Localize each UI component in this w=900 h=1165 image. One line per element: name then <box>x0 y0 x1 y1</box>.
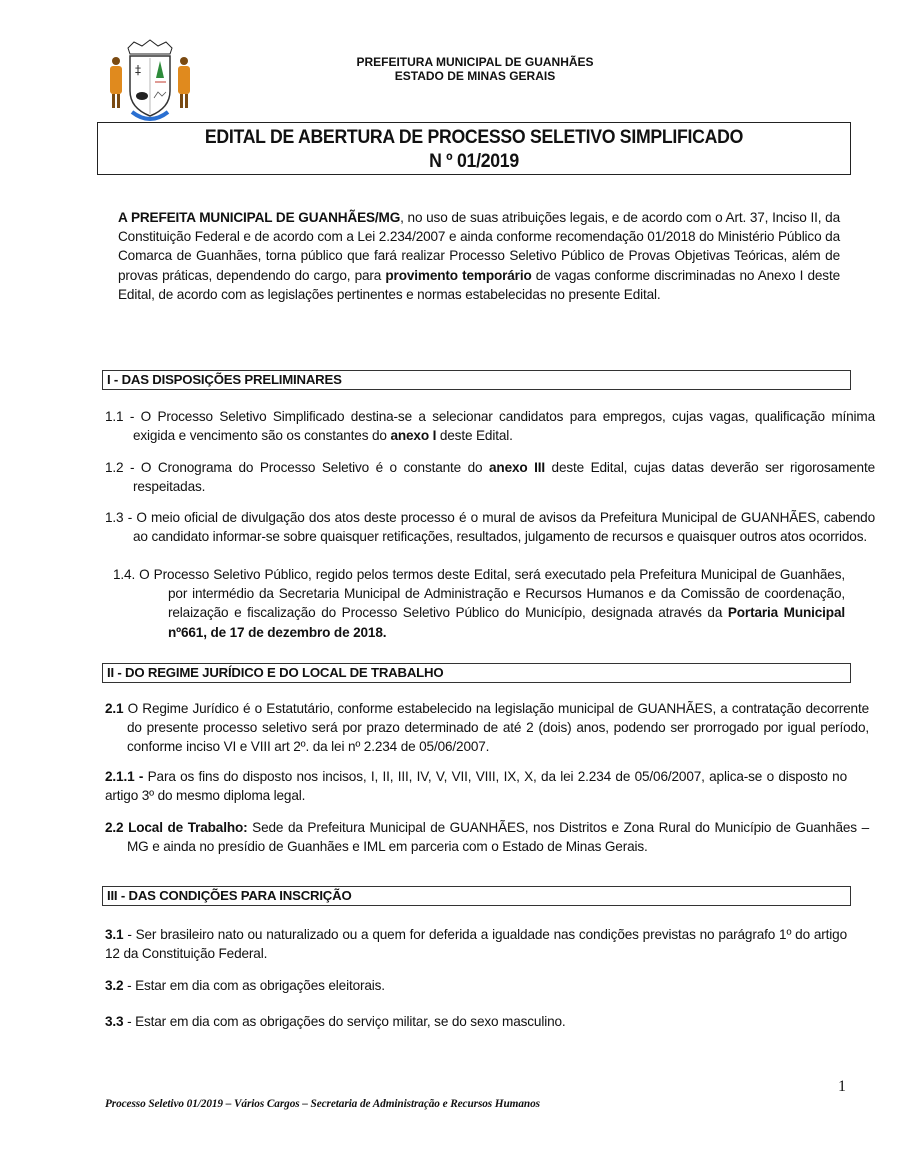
svg-text:‡: ‡ <box>135 63 141 77</box>
intro-lead: A PREFEITA MUNICIPAL DE GUANHÃES/MG <box>118 210 401 225</box>
document-title: EDITAL DE ABERTURA DE PROCESSO SELETIVO SIMPLIFICADO <box>204 127 744 148</box>
intro-emphasis: provimento temporário <box>385 267 532 283</box>
coat-of-arms-icon <box>100 36 200 126</box>
clause-1-1: 1.1 - O Processo Seletivo Simplificado destina-se a selecionar candidatos para empregos, cujas vagas, qualificação mínima exigida e vencimento são os constantes do anexo I deste Edital. <box>105 409 875 444</box>
header-estado: ESTADO DE MINAS GERAIS <box>394 69 556 83</box>
intro-text: , no uso de suas atribuições legais, e de acordo com o Art. 37, Inciso II, da Constituição Federal e de acordo com a Lei 2.234/2007 e ainda conforme recomendação 01/2018 do Ministério Público da Comarca de Guanhães, torna público que fará realizar Processo Seletivo Público de Provas Objetivas Teóricas, além de provas práticas, dependendo do cargo, para <box>118 210 840 283</box>
clause-2-2: 2.2 Local de Trabalho: Sede da Prefeitura Municipal de GUANHÃES, nos Distritos e Zona Rural do Município de Guanhães – MG e ainda no presídio de Guanhães e IML em parceria com o Estado de Minas Gerais. <box>105 820 869 855</box>
clause-1-2: 1.2 - O Cronograma do Processo Seletivo é o constante do anexo III deste Edital, cujas datas deverão ser rigorosamente respeitadas. <box>105 460 875 495</box>
page-number: 1 <box>838 1078 846 1095</box>
section-heading-1: I - DAS DISPOSIÇÕES PRELIMINARES <box>102 370 851 390</box>
clause-1-4: 1.4. O Processo Seletivo Público, regido pelos termos deste Edital, será executado pela Prefeitura Municipal de Guanhães, por intermédio da Secretaria Municipal de Administração e Recursos Humanos e da Comissão de coordenação, relaização e fiscalização do Processo Seletivo Público do Município, designada através da Portaria Municipal nº661, de 17 de dezembro de 2018. <box>113 567 845 640</box>
page-footer: Processo Seletivo 01/2019 – Vários Cargos – Secretaria de Administração e Recursos Humanos <box>105 1098 540 1110</box>
clause-3-3: 3.3 - Estar em dia com as obrigações do serviço militar, se do sexo masculino. <box>105 1014 566 1029</box>
section-heading-2: II - DO REGIME JURÍDICO E DO LOCAL DE TRABALHO <box>102 663 851 683</box>
clause-3-1: 3.1 - Ser brasileiro nato ou naturalizado ou a quem for deferida a igualdade nas condições previstas no parágrafo 1º do artigo 12 da Constituição Federal. <box>105 927 847 962</box>
clause-2-1: 2.1 O Regime Jurídico é o Estatutário, conforme estabelecido na legislação municipal de GUANHÃES, a contratação decorrente do presente processo seletivo será por prazo determinado de até 2 (dois) anos, podendo ser prorrogado por igual período, conforme inciso VI e VIII art 2º. da lei nº 2.234 de 05/06/2007. <box>105 701 869 755</box>
clause-1-3: 1.3 - O meio oficial de divulgação dos atos deste processo é o mural de avisos da Prefeitura Municipal de GUANHÃES, cabendo ao candidato informar-se sobre quaisquer retificações, resultados, julgamento de recursos e quaisquer outros atos ocorridos. <box>105 510 875 545</box>
document-number: N º 01/2019 <box>429 151 519 172</box>
header-prefeitura: PREFEITURA MUNICIPAL DE GUANHÃES <box>356 55 594 69</box>
intro-text-end: de vagas conforme discriminadas no Anexo I deste Edital, de acordo com as legislações pertinentes e normas estabelecidas no presente Edital. <box>118 267 840 302</box>
clause-3-2: 3.2 - Estar em dia com as obrigações eleitorais. <box>105 978 385 993</box>
clause-2-1-1: 2.1.1 - Para os fins do disposto nos incisos, I, II, III, IV, V, VII, VIII, IX, X, da lei 2.234 de 05/06/2007, aplica-se o disposto no artigo 3º do mesmo diploma legal. <box>105 769 847 804</box>
section-heading-3: III - DAS CONDIÇÕES PARA INSCRIÇÃO <box>102 886 851 906</box>
intro-paragraph <box>118 208 840 304</box>
document-title-box <box>97 122 851 175</box>
